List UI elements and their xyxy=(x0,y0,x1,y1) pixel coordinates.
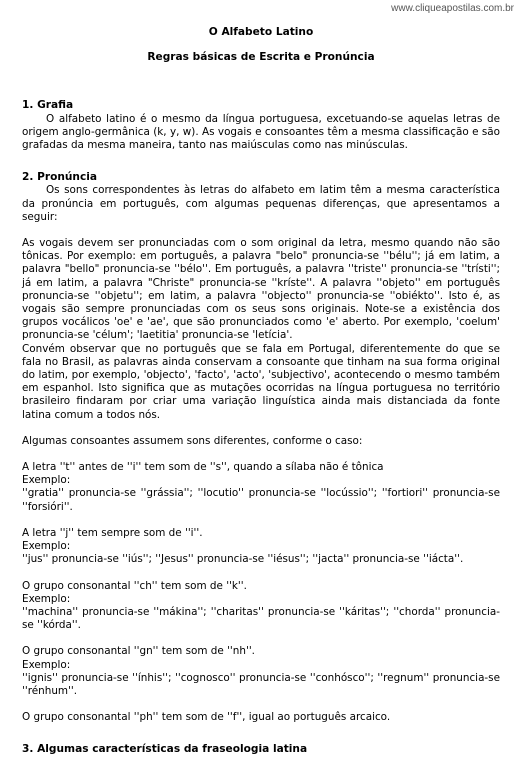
example-label: Exemplo: xyxy=(22,474,71,487)
rule-ph: O grupo consonantal ''ph'' tem som de ''f'', igual ao português arcaico. xyxy=(22,711,391,724)
section-heading: 3. Algumas características da fraseologia latina xyxy=(22,743,308,756)
section-grafia xyxy=(22,99,500,152)
section-heading: 1. Grafia xyxy=(22,99,74,112)
document-title: O Alfabeto Latino xyxy=(208,26,314,38)
example-label: Exemplo: xyxy=(22,658,71,671)
rule-t: A letra ''t'' antes de ''i'' tem som de ''s'', quando a sílaba não é tônica xyxy=(22,461,384,474)
example-ch: ''machina'' pronuncia-se ''mákina''; ''charitas'' pronuncia-se ''káritas''; ''chorda'' pronuncia-se ''kórda''. xyxy=(22,605,500,632)
example-label: Exemplo: xyxy=(22,592,71,605)
rule-j: A letra ''j'' tem sempre som de ''i''. xyxy=(22,526,203,539)
document-page xyxy=(22,26,500,757)
section-fraseologia xyxy=(22,743,500,756)
document-subtitle: Regras básicas de Escrita e Pronúncia xyxy=(147,51,375,64)
example-label: Exemplo: xyxy=(22,540,71,553)
example-t: ''gratia'' pronuncia-se ''grássia''; ''locutio'' pronuncia-se ''locússio''; ''fortiori'' pronuncia-se ''forsióri''. xyxy=(22,487,500,513)
example-j: ''jus'' pronuncia-se ''iús''; ''Jesus'' pronuncia-se ''iésus''; ''jacta'' pronuncia-se ''iácta''. xyxy=(22,553,464,566)
paragraph: Algumas consoantes assumem sons diferentes, conforme o caso: xyxy=(22,434,363,447)
rule-ch: O grupo consonantal ''ch'' tem som de ''k''. xyxy=(22,579,247,592)
section-heading: 2. Pronúncia xyxy=(22,171,98,184)
paragraph: O alfabeto latino é o mesmo da língua portuguesa, excetuando-se aquelas letras de origem anglo-germânica (k, y, w). As vogais e consoantes têm a mesma classificação e são grafadas da mesma maneira, tanto nas maiúsculas como nas minúsculas. xyxy=(22,112,500,152)
paragraph: As vogais devem ser pronunciadas com o som original da letra, mesmo quando não são tônicas. Por exemplo: em português, a palavra "belo" pronuncia-se ''bélu''; já em latim, a palavra "bello" pronuncia-se ''bélo''. Em português, a palavra ''triste'' pronuncia-se ''trísti''; já em latim, a palavra "Christe" pronuncia-se ''kríste''. A palavra ''objeto'' em português pronuncia-se ''objetu''; em latim, a palavra ''objecto'' pronuncia-se ''obiékto''. Isto é, as vogais são sempre pronunciadas com os seus sons originais. Note-se a existência dos grupos vocálicos 'oe' e 'ae', que são pronunciados como 'e' aberto. Por exemplo, 'coelum' pronuncia-se 'célum'; 'laetitia' pronuncia-se 'letícia'. xyxy=(22,237,500,342)
section-pronuncia xyxy=(22,171,500,724)
paragraph: Os sons correspondentes às letras do alfabeto em latim têm a mesma característica da pronúncia em português, com algumas pequenas diferenças, que apresentamos a seguir: xyxy=(22,184,500,223)
site-url[interactable]: www.cliqueapostilas.com.br xyxy=(391,3,514,14)
example-gn: ''ignis'' pronuncia-se ''ínhis''; ''cognosco'' pronuncia-se ''conhósco''; ''regnum'' pronuncia-se ''rénhum''. xyxy=(22,671,500,697)
paragraph: Convém observar que no português que se fala em Portugal, diferentemente do que se fala no Brasil, as palavras ainda conservam a consoante que tinham na sua forma original do latim, por exemplo, 'objecto', 'facto', 'acto', 'subjectivo', acontecendo o mesmo também em espanhol. Isto significa que as mutações ocorridas na língua portuguesa no território brasileiro findaram por criar uma variação linguística ainda mais distanciada da fonte latina comum a todos nós. xyxy=(22,342,500,421)
rule-gn: O grupo consonantal ''gn'' tem som de ''nh''. xyxy=(22,645,255,658)
